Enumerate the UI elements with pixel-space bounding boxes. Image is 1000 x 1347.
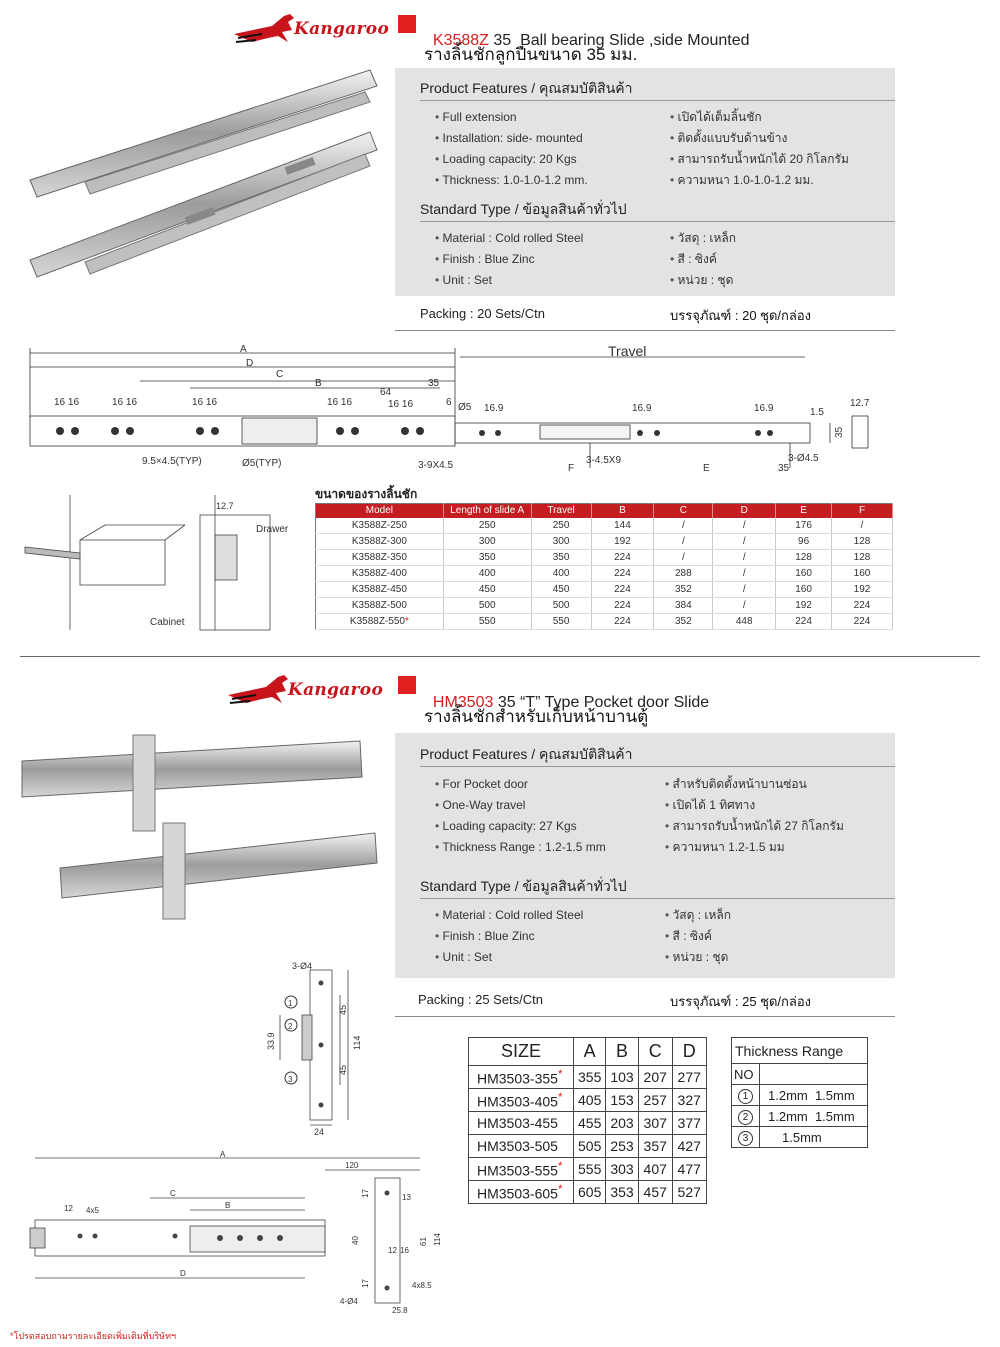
table-cell: / <box>654 550 713 566</box>
dim-label: 4x8.5 <box>412 1281 432 1290</box>
dim-label: 6 <box>446 397 452 408</box>
table-cell: 288 <box>654 566 713 582</box>
table-body <box>469 1066 707 1204</box>
dim-label: 45 <box>338 1064 348 1075</box>
product-marker <box>398 676 416 694</box>
table-cell: 384 <box>654 598 713 614</box>
standard-title: Standard Type / ข้อมูลสินค้าทั่วไป <box>420 201 627 217</box>
divider <box>420 898 895 899</box>
star-mark: * <box>557 1090 563 1104</box>
table-body <box>732 1085 868 1148</box>
star-mark: * <box>404 616 409 627</box>
dim-label: 13 <box>402 1193 411 1202</box>
table-cell: 450 <box>443 582 531 598</box>
divider <box>420 100 895 101</box>
feature-en: • Loading capacity: 20 Kgs <box>435 152 577 166</box>
col-header: SIZE <box>469 1038 574 1066</box>
table-cell: 224 <box>591 582 654 598</box>
feature-th: • เปิดได้เต็มลิ้นชัก <box>670 108 762 127</box>
dimension-cell: 203 <box>606 1112 638 1135</box>
size-cell <box>469 1135 574 1158</box>
dimension-cell: 353 <box>606 1181 638 1204</box>
dim-label: 64 <box>380 387 392 398</box>
feature-th: • เปิดได้ 1 ทิศทาง <box>665 796 755 815</box>
col-header: D <box>713 504 776 518</box>
table-cell: 160 <box>776 566 832 582</box>
no-label: NO <box>732 1064 760 1085</box>
standard-en: • Unit : Set <box>435 273 492 287</box>
dim-label: 1 <box>288 999 293 1008</box>
table-cell: 128 <box>776 550 832 566</box>
table-row <box>469 1181 707 1204</box>
dimension-cell: 477 <box>672 1158 706 1181</box>
table-cell: / <box>713 550 776 566</box>
dim-label: B <box>315 378 322 389</box>
table-cell: K3588Z-350 <box>316 550 444 566</box>
table-cell <box>316 614 444 630</box>
dim-label: 16 <box>400 1246 409 1255</box>
dim-label: 35 <box>428 378 440 389</box>
dim-label: F <box>568 463 575 474</box>
table-cell: / <box>713 566 776 582</box>
bracket-drawing <box>260 955 370 1140</box>
spec-panel <box>395 733 895 978</box>
table-cell: 500 <box>531 598 591 614</box>
dim-label: 3 <box>288 1075 293 1084</box>
dimension-cell: 153 <box>606 1089 638 1112</box>
table-cell: 144 <box>591 518 654 534</box>
dim-label: 4x5 <box>86 1206 99 1215</box>
col-header: B <box>591 504 654 518</box>
kangaroo-logo <box>232 12 389 46</box>
feature-th: • ติดตั้งแบบรับด้านข้าง <box>670 129 787 148</box>
dimension-cell: 555 <box>574 1158 606 1181</box>
dim-label: 16 16 <box>327 397 353 408</box>
dim-label: 12 <box>388 1246 397 1255</box>
star-mark: * <box>557 1182 563 1196</box>
table-cell: 300 <box>443 534 531 550</box>
dim-label: 120 <box>345 1161 359 1170</box>
dimension-cell: 307 <box>638 1112 672 1135</box>
col-header: E <box>776 504 832 518</box>
features-title: Product Features / คุณสมบัติสินค้า <box>420 746 633 762</box>
dim-label: 24 <box>314 1127 325 1137</box>
dim-label: Ø5(TYP) <box>242 458 282 469</box>
dim-label: 4-Ø4 <box>340 1297 358 1306</box>
model-name: HM3503-355 <box>477 1070 558 1087</box>
table-row <box>316 614 893 630</box>
table-cell: 250 <box>531 518 591 534</box>
table-cell: 224 <box>591 614 654 630</box>
table-row <box>316 518 893 534</box>
dim-label: 114 <box>352 1035 362 1050</box>
table-cell: 160 <box>832 566 893 582</box>
dimension-cell: 357 <box>638 1135 672 1158</box>
dim-label: A <box>240 344 247 355</box>
table-cell: 450 <box>531 582 591 598</box>
standard-title: Standard Type / ข้อมูลสินค้าทั่วไป <box>420 878 627 894</box>
dimension-cell: 455 <box>574 1112 606 1135</box>
dim-label: 16.9 <box>484 403 504 414</box>
model-name: HM3503-405 <box>477 1093 558 1110</box>
dim-label: 16 16 <box>192 397 218 408</box>
table-row <box>732 1127 868 1148</box>
product-code: HM3503 <box>432 694 494 711</box>
dim-label: Travel <box>608 343 647 359</box>
table-cell: / <box>713 582 776 598</box>
dim-label: D <box>180 1269 186 1278</box>
table-body <box>316 518 893 630</box>
hm3503-size-table <box>468 1037 707 1204</box>
dim-label: 45 <box>338 1004 348 1015</box>
table-row <box>316 534 893 550</box>
dim-label: 16 16 <box>388 399 414 410</box>
standard-th: • วัสดุ : เหล็ก <box>665 906 731 925</box>
no-cell <box>732 1127 760 1148</box>
size-cell <box>469 1112 574 1135</box>
star-mark: * <box>557 1159 563 1173</box>
table-row <box>316 582 893 598</box>
dim-label: 3-4.5X9 <box>586 455 622 466</box>
table-row <box>469 1066 707 1089</box>
product-title: 35 “T” Type Pocket door Slide <box>493 694 710 711</box>
feature-en: • Thickness Range : 1.2-1.5 mm <box>435 840 606 854</box>
table-cell: K3588Z-400 <box>316 566 444 582</box>
dim-label: Drawer <box>256 524 289 535</box>
standard-en: • Finish : Blue Zinc <box>435 252 535 266</box>
table-cell: 500 <box>443 598 531 614</box>
model-name: HM3503-505 <box>477 1138 558 1154</box>
table-cell: 352 <box>654 614 713 630</box>
dim-label: 16.9 <box>632 403 652 414</box>
dim-label: 40 <box>351 1236 360 1245</box>
dimension-cell: 457 <box>638 1181 672 1204</box>
packing-th: บรรจุภัณฑ์ : 20 ชุด/กล่อง <box>670 308 812 323</box>
dim-label: 33.9 <box>266 1032 276 1050</box>
packing-th: บรรจุภัณฑ์ : 25 ชุด/กล่อง <box>670 994 812 1009</box>
dimension-cell: 327 <box>672 1089 706 1112</box>
table-cell: 250 <box>443 518 531 534</box>
table-cell: 300 <box>531 534 591 550</box>
number-circle: 3 <box>738 1131 753 1146</box>
kangaroo-logo-icon <box>232 12 302 46</box>
feature-en: • Installation: side- mounted <box>435 131 583 145</box>
dim-label: A <box>220 1150 226 1159</box>
dim-label: D <box>246 358 254 369</box>
product-title: 35 Ball bearing Slide ,side Mounted <box>488 32 750 49</box>
dimension-cell: 103 <box>606 1066 638 1089</box>
table-caption: ขนาดของรางลิ้นชัก <box>315 487 418 501</box>
dim-label: 2 <box>288 1022 293 1031</box>
dimension-cell: 505 <box>574 1135 606 1158</box>
standard-en: • Finish : Blue Zinc <box>435 929 535 943</box>
table-cell: / <box>654 518 713 534</box>
col-header: C <box>638 1038 672 1066</box>
table-cell: 350 <box>443 550 531 566</box>
dim-label: 12.7 <box>850 398 870 409</box>
thickness-values: 1.2mm 1.5mm <box>760 1085 868 1106</box>
table-cell: 96 <box>776 534 832 550</box>
dim-label: 35 <box>778 463 790 474</box>
col-header: Length of slide A <box>443 504 531 518</box>
table-cell: 400 <box>531 566 591 582</box>
no-cell <box>732 1085 760 1106</box>
table-cell: K3588Z-500 <box>316 598 444 614</box>
dim-label: B <box>225 1201 231 1210</box>
table-row <box>316 566 893 582</box>
pocket-slide-drawing <box>20 1148 450 1320</box>
feature-th: • สำหรับติดตั้งหน้าบานซ่อน <box>665 775 807 794</box>
product-code: K3588Z <box>432 32 489 49</box>
dimension-cell: 427 <box>672 1135 706 1158</box>
packing-en: Packing : 20 Sets/Ctn <box>420 306 546 321</box>
standard-th: • หน่วย : ชุด <box>670 271 733 290</box>
table-cell: 192 <box>591 534 654 550</box>
table-cell: / <box>654 534 713 550</box>
table-cell: 224 <box>591 598 654 614</box>
dim-label: 17 <box>361 1279 370 1288</box>
thickness-range-table <box>731 1037 868 1148</box>
table-row <box>469 1158 707 1181</box>
divider <box>420 766 895 767</box>
feature-en: • Loading capacity: 27 Kgs <box>435 819 577 833</box>
installation-drawing <box>20 495 295 635</box>
dim-label: 3-Ø4 <box>292 961 313 971</box>
product-photo <box>20 733 380 923</box>
standard-th: • วัสดุ : เหล็ก <box>670 229 736 248</box>
dim-label: 12.7 <box>216 501 234 511</box>
feature-en: • Full extension <box>435 110 517 124</box>
table-cell: 350 <box>531 550 591 566</box>
dimension-cell: 207 <box>638 1066 672 1089</box>
dim-label: 3-Ø4.5 <box>788 453 819 464</box>
col-header: A <box>574 1038 606 1066</box>
feature-en: • Thickness: 1.0-1.0-1.2 mm. <box>435 173 588 187</box>
feature-th: • ความหนา 1.0-1.0-1.2 มม. <box>670 171 814 190</box>
slide-size-table <box>315 503 893 630</box>
product-marker <box>398 15 416 33</box>
dimension-cell: 407 <box>638 1158 672 1181</box>
table-cell: 224 <box>591 550 654 566</box>
dimension-cell: 253 <box>606 1135 638 1158</box>
table-cell: / <box>713 518 776 534</box>
no-cell <box>732 1106 760 1127</box>
number-circle: 2 <box>738 1110 753 1125</box>
feature-en: • One-Way travel <box>435 798 525 812</box>
feature-th: • สามารถรับน้ำหนักได้ 20 กิโลกรัม <box>670 150 849 169</box>
col-header: Model <box>316 504 444 518</box>
table-cell: K3588Z-450 <box>316 582 444 598</box>
dim-label: 16 16 <box>54 397 80 408</box>
dimension-cell: 527 <box>672 1181 706 1204</box>
col-header: C <box>654 504 713 518</box>
thickness-values: 1.5mm <box>760 1127 868 1148</box>
col-header: B <box>606 1038 638 1066</box>
table-cell: 128 <box>832 550 893 566</box>
col-header: Travel <box>531 504 591 518</box>
table-row <box>469 1089 707 1112</box>
brand-name: Kangaroo <box>288 680 384 700</box>
table-cell: K3588Z-300 <box>316 534 444 550</box>
size-cell <box>469 1066 574 1089</box>
dimension-cell: 303 <box>606 1158 638 1181</box>
star-mark: * <box>557 1067 563 1081</box>
size-cell <box>469 1089 574 1112</box>
table-cell: 224 <box>591 566 654 582</box>
standard-en: • Material : Cold rolled Steel <box>435 231 583 245</box>
table-cell: 224 <box>776 614 832 630</box>
table-row <box>316 550 893 566</box>
dim-label: 3-9X4.5 <box>418 460 454 471</box>
standard-en: • Unit : Set <box>435 950 492 964</box>
divider <box>420 221 895 222</box>
product-photo <box>25 62 385 284</box>
table-cell: 550 <box>443 614 531 630</box>
thickness-title: Thickness Range <box>732 1038 868 1064</box>
table-cell: 128 <box>832 534 893 550</box>
dim-label: 17 <box>361 1189 370 1198</box>
table-cell: / <box>713 534 776 550</box>
dimension-cell: 377 <box>672 1112 706 1135</box>
dimension-cell: 355 <box>574 1066 606 1089</box>
dim-label: C <box>276 369 284 380</box>
dimension-cell: 405 <box>574 1089 606 1112</box>
table-row <box>469 1135 707 1158</box>
dimension-cell: 277 <box>672 1066 706 1089</box>
table-row <box>469 1112 707 1135</box>
size-cell <box>469 1158 574 1181</box>
divider <box>395 330 895 331</box>
table-cell: 352 <box>654 582 713 598</box>
table-cell: 400 <box>443 566 531 582</box>
standard-th: • สี : ซิงค์ <box>665 927 712 946</box>
dim-label: 12 <box>64 1204 73 1213</box>
brand-name: Kangaroo <box>294 19 390 39</box>
table-cell: / <box>832 518 893 534</box>
col-header: D <box>672 1038 706 1066</box>
dim-label: 61 <box>419 1237 428 1246</box>
table-cell: 192 <box>776 598 832 614</box>
model-name: HM3503-605 <box>477 1185 558 1202</box>
dim-label: 1.5 <box>810 407 824 418</box>
size-cell <box>469 1181 574 1204</box>
number-circle: 1 <box>738 1089 753 1104</box>
dimension-cell: 605 <box>574 1181 606 1204</box>
table-row <box>732 1085 868 1106</box>
table-cell: 550 <box>531 614 591 630</box>
divider <box>395 1016 895 1017</box>
dim-label: 16.9 <box>754 403 774 414</box>
standard-th: • หน่วย : ชุด <box>665 948 728 967</box>
kangaroo-logo <box>226 673 383 707</box>
table-cell: 224 <box>832 598 893 614</box>
standard-th: • สี : ซิงค์ <box>670 250 717 269</box>
dimension-cell: 257 <box>638 1089 672 1112</box>
dim-label: 35 <box>834 426 845 438</box>
table-cell: 448 <box>713 614 776 630</box>
product-thai-title: รางลิ้นชักลูกปืนขนาด 35 มม. <box>424 45 638 64</box>
footer-note: *โปรดสอบถามรายละเอียดเพิ่มเติมที่บริษัทฯ <box>10 1331 177 1341</box>
features-title: Product Features / คุณสมบัติสินค้า <box>420 80 633 96</box>
dim-label: E <box>703 463 710 474</box>
table-cell: 224 <box>832 614 893 630</box>
table-row <box>732 1106 868 1127</box>
standard-en: • Material : Cold rolled Steel <box>435 908 583 922</box>
table-cell: / <box>713 598 776 614</box>
product-thai-title: รางลิ้นชักสำหรับเก็บหน้าบานตู้ <box>424 707 649 726</box>
col-header: F <box>832 504 893 518</box>
dim-label: 25.8 <box>392 1306 408 1315</box>
table-cell: 160 <box>776 582 832 598</box>
model-name: HM3503-455 <box>477 1115 558 1131</box>
table-row <box>316 598 893 614</box>
model-name: HM3503-555 <box>477 1162 558 1179</box>
model-name: K3588Z-550 <box>349 616 405 627</box>
dim-label: Ø5 <box>458 402 472 413</box>
kangaroo-logo-icon <box>226 673 296 707</box>
feature-en: • For Pocket door <box>435 777 528 791</box>
table-cell: K3588Z-250 <box>316 518 444 534</box>
feature-th: • ความหนา 1.2-1.5 มม <box>665 838 785 857</box>
dim-label: C <box>170 1189 176 1198</box>
thickness-values: 1.2mm 1.5mm <box>760 1106 868 1127</box>
section-divider <box>20 656 980 657</box>
table-cell: 192 <box>832 582 893 598</box>
dim-label: 114 <box>433 1233 442 1246</box>
dim-label: 16 16 <box>112 397 138 408</box>
spec-panel <box>395 68 895 296</box>
slide-dimension-drawing <box>20 343 880 478</box>
dim-label: Cabinet <box>150 617 185 628</box>
feature-th: • สามารถรับน้ำหนักได้ 27 กิโลกรัม <box>665 817 844 836</box>
dim-label: 9.5×4.5(TYP) <box>142 456 202 467</box>
table-cell: 176 <box>776 518 832 534</box>
packing-en: Packing : 25 Sets/Ctn <box>418 992 544 1007</box>
